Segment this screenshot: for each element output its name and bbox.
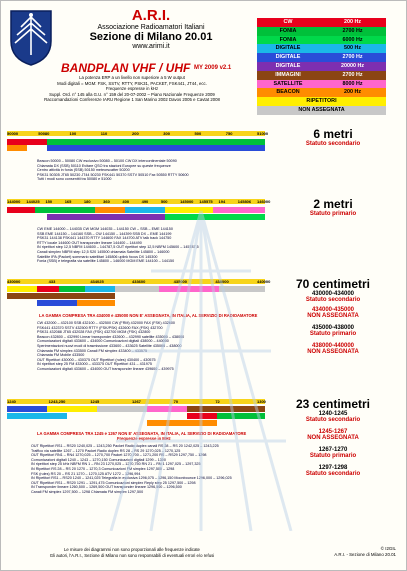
band-segment-label: NON ASSEGNATA [307,349,359,355]
note-line: La potenza ERP a un livello non superiore a 5 W output [79,75,185,80]
band-23cm [7,397,391,539]
legend-bandwidth: 2700 Hz [342,54,363,61]
band-segment-label: 438000-440000 [311,343,355,349]
band-23cm-ssb [217,413,265,419]
footer-disclaimer-2: Gli autori, l'A.R.I., Sezione di Milano non sono responsabili di eventuali errori e/o refusi [49,552,215,558]
footer-section: A.R.I. - Sezione di Milano 20.01 [334,552,396,557]
ari-logo [7,7,55,67]
band-note-line: OUT Ripetitori RS1 – RS20 1240,025 – 1243,250 Packet Radio duplex canali RS 28 – RS 20 1242,025 – 1243,225 [31,444,219,448]
band-segment-label: 1297-1298 [318,465,348,471]
band-23cm-na [97,406,147,412]
legend-row [257,27,386,36]
band-2m-name: 2 metri [313,197,353,211]
band-2m-fm [165,214,265,220]
band-23cm-notes [31,444,281,495]
tick-label: 440000 [257,279,271,284]
tick-label: 1300 [257,399,266,404]
tick-label: 1243,250 [48,399,66,404]
band-note-line: Comunicazioni digitali 1240 – 1243 – 1270,150 Comunicazioni digitali 1299 – 1300 [31,457,166,462]
note-line: Frequenze espresse in kHz [105,86,159,92]
band-note-line: Sperimentazioni nuovi modi di trasmissione 433600 – 433625 Satellite 435000 – 438000 [37,343,182,348]
legend-mode: FONIA [279,36,297,43]
tick-label: 144025 [26,199,40,204]
band-2m-cw [7,207,35,213]
band-note-line: Beacon 432800 – 432990 Linear transponder 432600 – 432990 satellite 435000 – 438000 [37,334,185,339]
band-segment-label: 1245-1267 [318,429,348,435]
tick-label: 1267 [132,399,141,404]
band-70cm-na [115,286,159,292]
tick-label: 490 [141,199,149,204]
band-6m-name: 6 metri [313,127,353,141]
band-70cm-na2 [219,286,265,292]
band-23cm-sat [147,406,187,412]
legend-row [257,62,386,71]
band-2m-beacon [95,207,125,213]
tick-label: 433600 [132,279,146,284]
band-70cm-cw [37,286,59,292]
legend-mode: BEACON [276,89,300,96]
header-sezione: Sezione di Milano 20.01 [89,31,213,43]
legend-bandwidth: 6000 Hz [342,36,363,43]
band-2m-title [277,197,389,217]
band-70cm-ssb [59,286,85,292]
band-70cm-notes [37,321,277,372]
tick-label: 70 [173,399,179,404]
band-6m-status: Statuto secondario [305,141,361,147]
band-note-line: Traffico via satellite 1267 – 1270 Packet Radio duplex RS 28 – RS 29 1270,025 – 1270,125 [31,448,181,453]
band-2m-digital [125,207,165,213]
tick-label: 500 [194,131,202,136]
band-70cm-digital [85,286,115,292]
legend-bandwidth: 500 Hz [343,45,362,52]
band-note-line: OUT Ripetitori 430000 – 430375 OUT Ripetitori (rules) 430400 – 430575 [37,357,156,362]
legend-row [257,44,386,53]
band-note-line: PSK31 50305 JT65 50230 JT44 50230 FSK441 50370 SSTV 50510 Fax 50550 RTTY 50600 [37,172,189,177]
band-note-line: Beacon 50000 – 50080 CW esclusivo 50080 – 50100 CW DX intercontinentale 50090 [37,159,177,163]
band-note-line: FSK441 432370 SSTV 432500 RTTY (FSK/PSK) 432600 FAX (FSK) 432700 [37,325,163,330]
legend-mode: CW [283,19,293,25]
band-segment-label: NON ASSEGNATA [307,313,359,319]
header-ari: A.R.I. [131,7,171,24]
band-23cm-name: 23 centimetri [295,397,371,411]
band-70cm-range: 430000-434000 [311,291,355,297]
band-23cm-warning: LA GAMMA COMPRESA TRA 1245 e 1267 NON E' ASSEGNATA, IN ITALIA, AL SERVIZIO DI RADIOAMATORE [37,431,247,436]
tick-label: 165 [64,199,72,204]
band-23cm-atv [187,406,265,412]
band-note-line: Canali simplex NBFM step 12,5 S20 145500 chiamata Satellite 145800 – 146000 [37,249,170,254]
band-2m-status: Statuto primario [309,211,357,217]
band-23cm-range: 1240-1245 [318,411,348,417]
band-note-line: PSK31 144138 FSK441 144370 RTTY 144600 FAX 144700 ATV talk back 144750 [37,236,172,241]
band-23cm-cw [187,413,217,419]
footer-disclaimer-1: Le misure dei diagrammi non sono proporzionali alle frequenze indicate [64,547,200,552]
header-web: www.arimi.it [132,43,170,50]
tick-label: 145000 [180,199,194,204]
legend-bandwidth: 2700 Hz [342,71,363,78]
tick-label: 145575 [199,199,213,204]
notes-block [7,75,257,103]
band-70cm-beacon [77,300,115,306]
legend-row [257,97,386,106]
band-70cm-warning: LA GAMMA COMPRESA TRA 434000 e 435000 NON E' ASSEGNATA, IN ITALIA, AL SERVIZIO DI RADIOAMATORE [39,313,258,318]
band-note-line: IN ripetitori step 12,5 NBFM 144600 – 144787,5 OUT ripetitori step 12,5 NBFM 145600 – 145787,5 [37,245,199,250]
tick-label: 435000 [173,279,188,284]
tick-label: 430000 [7,279,21,284]
legend-mode: IMMAGINI [275,71,301,78]
band-note-line: OUT Ripetitori RN1 – RN4 1270,025 – 1270,700 Packet 1270,700 – 1271,200 RS – RS29 1297,750 – 1298 [31,453,207,458]
legend-mode: NON ASSEGNATA [298,106,345,113]
band-note-line: OUT Ripetitori RS1 – RS20 1291 – 1291,475 Comunicazioni simplex Reply step 25 1297,500 – 1298 [31,480,196,485]
legend-row [257,18,386,27]
band-segment-label: NON ASSEGNATA [307,435,359,441]
band-note-line: Canali FM simplex 1297,500 – 1298 Chiamata FM simplex 1297,500 [31,489,144,494]
legend-bandwidth: 20000 Hz [340,62,365,69]
tick-label: 145806 [237,199,252,204]
version-label: MY 2009 v2.1 [194,65,232,71]
band-note-line: Tutti i modi sono consentiti tra 50080 e 51000 [37,177,112,182]
band-note-line: Chiamata DX (SSB) 50110 Evitare QSO tra stazioni Europee su queste frequenze [37,163,171,168]
tick-label: 200 [132,131,139,136]
band-note-line: CW EME 144000 – 144035 CW MGM 144035 – 144150 CW – SSB – EME 144150 [37,227,173,231]
band-23cm-dig [7,406,47,412]
tick-label: 1245 [90,399,100,404]
legend-row [257,71,386,80]
tick-label: 72 [215,399,220,404]
footer-copyright: © I2GIL [380,546,396,551]
band-6m-title [277,127,389,147]
tick-label: 500 [160,199,168,204]
tick-label: 300 [163,131,170,136]
band-note-line: Centro attività in fonia (SSB) 50150 meteorscatter 50200 [37,168,130,173]
header [61,7,241,50]
band-70cm-status: Statuto secondario [305,297,361,303]
footer-left [7,547,257,558]
band-note-line: Comunicazioni digitali 433600 – 434000 Comunicazioni digitali 438000 – 440000 [37,339,169,344]
legend-row [257,88,386,97]
band-2m-repeaters [165,207,213,213]
tick-label: 51000 [257,131,269,136]
legend-row [257,53,386,62]
legend-row [257,106,386,115]
band-6m-digital [47,145,265,151]
band-segment-label: Statuto primario [309,453,357,459]
band-6m [7,125,391,195]
band-70cm-title [271,277,395,355]
band-segment-label: 435000-438000 [311,325,355,331]
band-note-line: Chiamata FM simplex 433500 Canali FM simplex 433400 – 433575 [37,348,148,353]
band-note-line: SSB EME 144150 – 144160 SSB – CW 144150 – 144399 SSB DX – EME 144199 [37,231,172,236]
legend-mode: DIGITALE [275,62,301,69]
band-note-line: IN ripetitori step 25 FM 433000 – 433375 OUT Ripetitori 431 – 431975 [37,362,152,367]
band-note-line: IN Ripetitori RS 28 – RS 20 1270 – 1270,3 Comunicazioni FM simplex 1297,500 – 1298 [31,466,175,471]
tick-label: 50080 [38,131,50,136]
band-note-line: IN ripetitori step 25 kHz NBFM RN 1 – RN 23 1270,025 – 1270,750 RN 21 – RN 1 1297,025 – 1297,325 [31,462,201,467]
band-segment-label: Statuto primario [309,331,357,337]
band-70cm-sat [159,286,219,292]
page-title: BANDPLAN VHF / UHF [61,61,191,75]
band-segment-label: 434000-435000 [311,307,355,313]
band-note-line: Satellite IPA (Packet) sommario satellitari 145806 uplink focus DX 145300 [37,254,158,259]
band-70cm-extra [271,307,395,355]
band-note-line: Fonia (SSB) e telegrafia via satellite 145800 – 146000 MGM EME 144100 – 144150 [37,259,175,264]
band-note-line: RTTY locale 144600 OUT transponder lineare 144400 – 144490 [37,240,142,245]
band-note-line: IN Transponder lineare 1260,500 – 1269,500 OUT transponder lineare 1296,500 – 1296,500 [31,485,182,490]
tick-label: 150 [45,199,53,204]
header-assoc: Associazione Radioamatori Italiani [97,24,205,31]
band-note-line: CW 432000 – 432100 SSB 432100 – 432500 CW (FRM) 432000 FAX (FSK) 432600 [37,321,175,325]
legend-bandwidth: 2700 Hz [342,27,363,34]
band-70cm [7,277,391,389]
band-23cm-title [271,397,395,477]
note-line: Raccomandazioni Conferenze IARU Regione 1 San Marino 2002 Davos 2005 e Cavtat 2008 [44,97,220,103]
band-note-line: IN Ripetitori RS1 – RS20 1240 – 1241,025 Telegrafia in esclusiva 1296,075 – 1296,150 Moonbounce 1296,000 – 1296,025 [31,476,232,481]
band-2m-satellite [213,207,265,213]
tick-label: 194 [218,199,226,204]
band-23cm-beacon [147,420,217,426]
band-segment-label: Statuto secondario [305,471,361,477]
tick-label: 750 [225,131,233,136]
legend-mode: SATELLITE [273,80,303,87]
band-6m-notes [37,159,267,182]
tick-label: 144000 [7,199,21,204]
band-23cm-dig2 [7,413,67,419]
tick-label: 146000 [257,199,271,204]
band-70cm-rep [7,286,37,292]
legend-mode: DIGITALE [275,54,301,61]
band-23cm-status: Statuto secondario [305,417,361,423]
tick-label: 1240 [7,399,16,404]
band-23cm-mhz-note: Frequenze espresse in MHz [117,436,171,441]
band-70cm-name: 70 centimetri [295,277,371,291]
legend-bandwidth: 200 Hz [343,89,362,96]
band-2m-mgm [47,214,165,220]
tick-label: 438000 [215,279,229,284]
band-70cm-img [7,293,115,299]
band-segment-label: 1267-1270 [318,447,348,453]
band-23cm-rep [47,406,97,412]
band-2m-notes [37,227,277,264]
legend-row [257,36,386,45]
tick-label: 433 [48,279,56,284]
band-23cm-extra [271,429,395,477]
tick-label: 400 [122,199,130,204]
tick-label: 434025 [90,279,104,284]
tick-label: 100 [69,131,77,136]
note-line: Modi digitali = MGM: FSK, SSTV, RTTY, PSK31, PACKET, FSK441, JT44, ecc. [57,80,207,86]
band-2m [7,197,391,267]
legend-mode: RIPETITORI [306,98,337,105]
band-note-line: FSK (rules) RS 20 – RS 21 1270 – 1270,125 ATV 1272 – 1296,994 [31,471,141,476]
mode-legend [257,18,386,115]
band-note-line: Chiamata FM Mobile 433500 [37,353,85,358]
legend-mode: DIGITALE [275,45,301,52]
legend-mode: FONIA [279,27,297,34]
legend-row [257,80,386,89]
tick-label: 110 [100,131,108,136]
legend-bandwidth: 200 Hz [343,19,362,25]
tick-label: 180 [83,199,91,204]
band-6m-beacon [7,145,27,151]
note-line: Suppl. Ord. n° 145 alla G.U. n° 159 del 20-07-2002 – Piano Nazionale Frequenze 2009 [49,91,215,97]
tick-label: 50000 [7,131,19,136]
tick-label: 360 [103,199,110,204]
band-70cm-dig2 [37,300,77,306]
legend-bandwidth: 8000 Hz [342,80,363,87]
footer-right [286,546,396,558]
band-note-line: Comunicazioni digitali 433600 – 434000 OUT transponder lineare 439600 – 439975 [37,366,174,371]
band-note-line: PSK31 432088 JT65 432028 FAX (FSK) 432700 MGM (FSK) 432800 [37,330,151,335]
band-2m-ssb [35,207,95,213]
